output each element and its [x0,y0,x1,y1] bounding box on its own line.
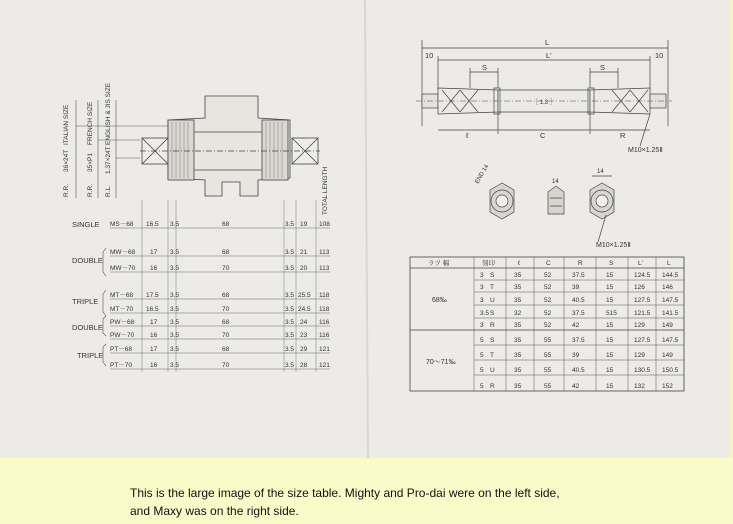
thread-value-english: 1.37×24T [105,146,112,174]
svg-text:68: 68 [222,319,230,326]
table-cell: 35 [514,322,522,329]
svg-text:3.5: 3.5 [285,319,295,326]
table-cell: 3 [480,322,484,329]
svg-text:MT－70: MT－70 [110,306,134,313]
svg-text:17: 17 [150,249,158,256]
svg-text:16.5: 16.5 [146,306,159,313]
table-cell: 52 [544,297,552,304]
table-cell: 515 [606,310,617,317]
dim-label-l: ℓ [466,131,469,140]
table-cell: 15 [606,383,614,390]
table-cell: 132 [634,383,645,390]
svg-text:118: 118 [319,306,330,313]
svg-text:23: 23 [300,332,308,339]
table-cell: 130.5 [634,367,651,374]
side-label-1: R.R. [63,184,70,197]
svg-text:C: C [546,260,551,267]
table-cell: 52 [544,322,552,329]
table-cell: 146 [662,284,673,291]
image-caption [130,484,690,520]
svg-text:3.5: 3.5 [170,221,180,228]
svg-text:118: 118 [319,292,330,299]
table-cell: R [490,383,495,390]
table-cell: 52 [544,284,552,291]
table-cell: 37.5 [572,337,585,344]
table-row [110,221,330,228]
table-cell: 55 [544,367,552,374]
spindle-size-table [410,257,684,391]
table-cell: U [490,367,495,374]
table-cell: 35 [514,272,522,279]
table-row [480,310,679,317]
svg-text:3.5: 3.5 [285,249,295,256]
table-row [480,383,673,390]
table-cell: 152 [662,383,673,390]
table-row [110,292,330,299]
svg-text:3.5: 3.5 [285,346,295,353]
svg-text:3.5: 3.5 [170,292,180,299]
table-cell: 5 [480,337,484,344]
table-cell: 150.5 [662,367,679,374]
table-cell: 147.5 [662,337,679,344]
table-cell: 149 [662,322,673,329]
table-cell: 39 [572,284,580,291]
svg-text:PT－68: PT－68 [110,346,133,353]
svg-text:113: 113 [319,265,330,272]
table-cell: 35 [514,352,522,359]
nut-label-2: 14 [552,179,559,185]
table-cell: 5 [480,383,484,390]
table-cell: 52 [544,272,552,279]
svg-text:S: S [609,260,614,267]
left-table-groups [72,220,103,360]
table-cell: 42 [572,383,580,390]
thread-header-italian: ITALIAN SIZE [63,104,70,145]
svg-text:24: 24 [300,319,308,326]
svg-text:16: 16 [150,332,158,339]
svg-text:R: R [578,260,583,267]
table-cell: 144.5 [662,272,679,279]
group-width-70: 70～71‰ [426,359,456,366]
bottom-bracket-drawing [140,96,320,196]
table-cell: 126 [634,284,645,291]
svg-text:3.5: 3.5 [285,221,295,228]
svg-text:29: 29 [300,346,308,353]
nut-thread-note: M10×1.25Ⅱ [596,242,631,249]
svg-text:17: 17 [150,319,158,326]
table-row [480,322,673,329]
table-cell: R [490,322,495,329]
table-row [480,284,673,291]
svg-text:21: 21 [300,249,308,256]
group-width-68: 68‰ [432,297,447,304]
svg-text:16.5: 16.5 [146,221,159,228]
table-cell: 40.5 [572,367,585,374]
table-row [110,319,330,326]
svg-text:3.5: 3.5 [170,346,180,353]
svg-text:PW－70: PW－70 [110,332,135,339]
table-row [110,346,330,353]
svg-text:PW－68: PW－68 [110,319,135,326]
nut-label-end: END 14 [474,163,491,185]
table-cell: S [490,310,495,317]
svg-text:25.5: 25.5 [298,292,311,299]
group-label-triple-2: TRIPLE [77,351,104,360]
side-label-2: R.R. [87,184,94,197]
table-row [110,306,330,313]
svg-text:3.5: 3.5 [285,362,295,369]
dim-label-S-right: S [600,63,606,72]
svg-text:16: 16 [150,362,158,369]
table-cell: 3 [480,297,484,304]
svg-text:121: 121 [319,362,330,369]
svg-text:68: 68 [222,292,230,299]
table-cell: 55 [544,352,552,359]
table-cell: 35 [514,337,522,344]
caption-line-2: and Maxy was on the right side. [130,504,299,518]
svg-text:3.5: 3.5 [170,362,180,369]
table-cell: 5 [480,352,484,359]
svg-text:113: 113 [319,249,330,256]
svg-text:116: 116 [319,332,330,339]
svg-text:PT－70: PT－70 [110,362,133,369]
svg-text:16: 16 [150,265,158,272]
table-cell: 15 [606,284,614,291]
table-cell: 3.5 [480,310,490,317]
svg-text:17: 17 [150,346,158,353]
group-label-single: SINGLE [72,220,100,229]
table-cell: 39 [572,352,580,359]
svg-text:L: L [667,260,671,267]
svg-text:3.5: 3.5 [285,265,295,272]
svg-text:3.5: 3.5 [170,306,180,313]
svg-text:108: 108 [319,221,330,228]
table-row [110,249,330,256]
svg-text:19: 19 [300,221,308,228]
dim-label-L-prime: L' [546,51,552,60]
table-cell: 15 [606,337,614,344]
svg-text:68: 68 [222,221,230,228]
table-cell: 149 [662,352,673,359]
table-cell: 37.5 [572,310,585,317]
side-label-3: R.L. [105,185,112,197]
table-cell: 35 [514,383,522,390]
table-cell: 3 [480,284,484,291]
table-row [110,362,330,369]
table-cell: 15 [606,367,614,374]
svg-text:70: 70 [222,306,230,313]
thread-note: M10×1.25Ⅱ [628,147,663,154]
group-label-double-1: DOUBLE [72,256,103,265]
svg-text:70: 70 [222,332,230,339]
table-cell: 127.5 [634,297,651,304]
left-size-rows [110,221,330,369]
table-cell: 35 [514,284,522,291]
thread-header-english: ENGLISH & JIS SIZE [105,82,112,145]
table-cell: 127.5 [634,337,651,344]
group-label-double-2: DOUBLE [72,323,103,332]
table-cell: 129 [634,352,645,359]
svg-text:MW－68: MW－68 [110,249,136,256]
svg-text:3.5: 3.5 [170,332,180,339]
svg-text:116: 116 [319,319,330,326]
dim-label-C: C [540,131,546,140]
nut-drawings [490,176,614,242]
table-cell: 15 [606,322,614,329]
table-row [480,337,679,344]
table-row [480,297,679,304]
dim-label-10-left: 10 [425,51,434,60]
table-cell: 124.5 [634,272,651,279]
dim-label-R: R [620,131,626,140]
svg-text:ℓ: ℓ [518,260,521,267]
table-row [110,265,330,272]
svg-text:3.5: 3.5 [285,332,295,339]
table-cell: 15 [606,352,614,359]
table-cell: 5 [480,367,484,374]
table-cell: T [490,284,494,291]
table-cell: 32 [514,310,522,317]
svg-text:20: 20 [300,265,308,272]
svg-text:3.5: 3.5 [170,265,180,272]
table-cell: 121.5 [634,310,651,317]
table-cell: 37.5 [572,272,585,279]
svg-text:MW－70: MW－70 [110,265,136,272]
svg-text:68: 68 [222,249,230,256]
table-cell: 147.5 [662,297,679,304]
svg-text:68: 68 [222,346,230,353]
dim-label-10-right: 10 [655,51,664,60]
thread-value-french: 35×P1 [87,153,94,172]
group-label-triple-1: TRIPLE [72,297,99,306]
table-cell: S [490,337,495,344]
nut-label-3: 14 [597,169,604,175]
table-row [480,367,679,374]
table-cell: 35 [514,367,522,374]
table-cell: 52 [544,310,552,317]
table-cell: S [490,272,495,279]
table-cell: 55 [544,337,552,344]
svg-text:3.5: 3.5 [170,249,180,256]
thread-header-french: FRENCH SIZE [87,101,94,145]
table-cell: 40.5 [572,297,585,304]
table-cell: 3 [480,272,484,279]
svg-text:ラツ 幅: ラツ 幅 [428,260,450,267]
svg-text:3.5: 3.5 [285,306,295,313]
svg-text:MT－68: MT－68 [110,292,134,299]
table-cell: 42 [572,322,580,329]
table-rows-group1 [480,272,679,329]
svg-text:28: 28 [300,362,308,369]
table-cell: U [490,297,495,304]
svg-text:3.5: 3.5 [285,292,295,299]
svg-text:L': L' [638,260,643,267]
svg-text:70: 70 [222,362,230,369]
table-cell: 129 [634,322,645,329]
svg-text:刻印: 刻印 [482,260,495,267]
dim-label-S-left: S [482,63,488,72]
svg-text:MS－68: MS－68 [110,221,134,228]
svg-text:70: 70 [222,265,230,272]
table-row [480,352,673,359]
svg-text:24.5: 24.5 [298,306,311,313]
table-header-row [428,258,671,267]
svg-text:121: 121 [319,346,330,353]
caption-line-1: This is the large image of the size table. Mighty and Pro-dai were on the left side, [130,486,560,500]
table-cell: T [490,352,494,359]
table-cell: 35 [514,297,522,304]
svg-text:17.5: 17.5 [146,292,159,299]
table-cell: 55 [544,383,552,390]
table-cell: 15 [606,272,614,279]
table-cell: 15 [606,297,614,304]
svg-text:3.5: 3.5 [170,319,180,326]
dim-label-L: L [545,38,550,47]
table-row [110,332,330,339]
thread-value-italian: 36×24T [63,149,70,172]
dim-center-mark: ［ 1.3 ］ [532,100,556,106]
table-cell: 141.5 [662,310,679,317]
total-length-label: TOTAL LENGTH [322,166,329,215]
table-row [480,272,679,279]
